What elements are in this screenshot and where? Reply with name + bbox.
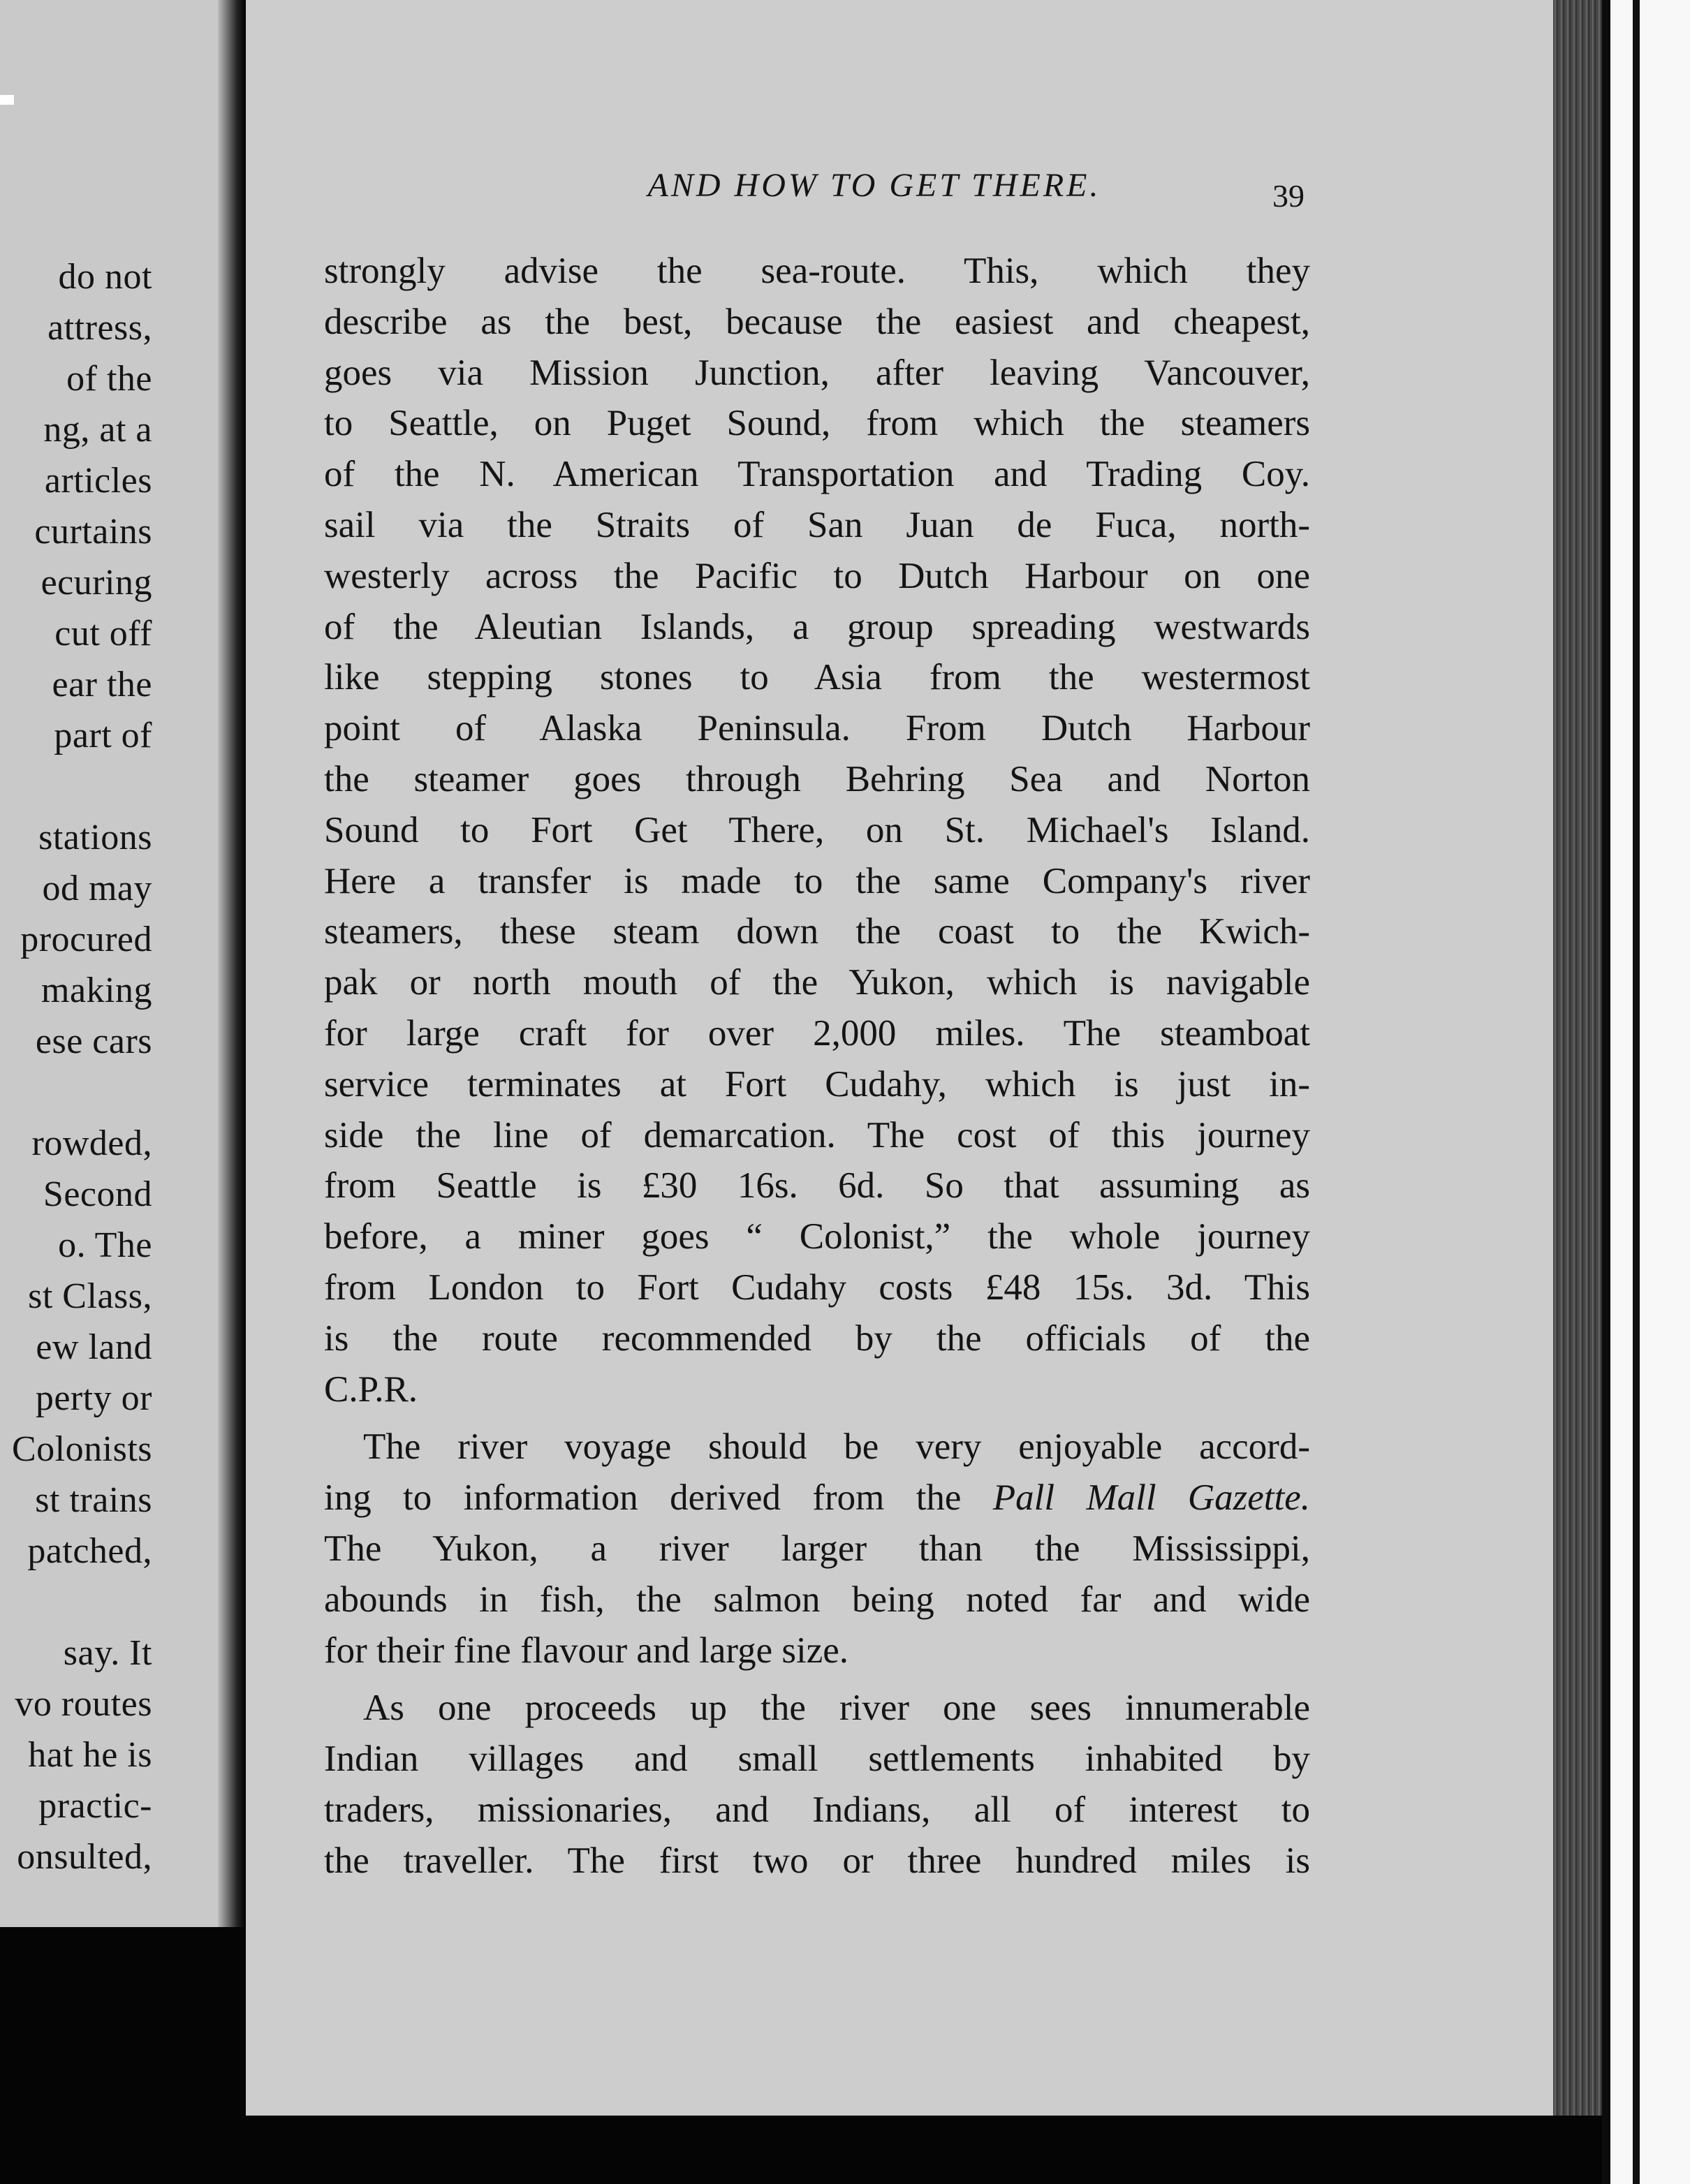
text-line: to Seattle, on Puget Sound, from which the steamers xyxy=(324,403,1310,444)
text-line: of the Aleutian Islands, a group spreading westwards xyxy=(324,606,1310,647)
background-strip xyxy=(1610,0,1690,2184)
text-line: Here a transfer is made to the same Company's river xyxy=(324,860,1310,901)
gutter-shadow xyxy=(218,0,246,1927)
text-line xyxy=(324,1473,1310,1523)
left-facing-page xyxy=(0,0,230,1927)
text-line: service terminates at Fort Cudahy, which is just in- xyxy=(324,1063,1310,1105)
left-page-line: patched, xyxy=(27,1531,152,1571)
text-line: before, a miner goes “ Colonist,” the whole journey xyxy=(324,1216,1310,1257)
left-page-line: do not xyxy=(58,257,152,297)
text-span: ing to information derived from the xyxy=(324,1477,962,1519)
left-page-line: vo routes xyxy=(15,1684,152,1724)
text-line: from London to Fort Cudahy costs £48 15s. 3d. This xyxy=(324,1267,1310,1308)
text-line: strongly advise the sea-route. This, which they xyxy=(324,251,1310,291)
paragraph-2-continued xyxy=(324,1523,1310,1676)
left-page-line: cut off xyxy=(54,614,152,654)
left-page-text xyxy=(0,251,152,1882)
text-line: for their fine flavour and large size. xyxy=(324,1630,849,1671)
text-line: As one proceeds up the river one sees innumerable xyxy=(363,1688,1310,1729)
text-line: like stepping stones to Asia from the westermost xyxy=(324,657,1310,698)
paragraph-2 xyxy=(324,1422,1310,1523)
left-page-line: say. It xyxy=(63,1633,152,1673)
binding-shadow xyxy=(1602,0,1610,2184)
text-line: goes via Mission Junction, after leaving Vancouver, xyxy=(324,352,1310,393)
text-line: point of Alaska Peninsula. From Dutch Harbour xyxy=(324,708,1310,749)
text-line: The Yukon, a river larger than the Mississippi, xyxy=(324,1528,1310,1569)
text-line: from Seattle is £30 16s. 6d. So that assuming as xyxy=(324,1165,1310,1207)
text-line: abounds in fish, the salmon being noted far and wide xyxy=(324,1579,1310,1620)
page-number: 39 xyxy=(1272,178,1305,214)
left-page-line: hat he is xyxy=(28,1735,152,1775)
text-line: westerly across the Pacific to Dutch Harbour on one xyxy=(324,555,1310,596)
left-page-line: ew land xyxy=(36,1327,152,1367)
left-page-line: o. The xyxy=(58,1225,152,1265)
text-line: of the N. American Transportation and Trading Coy. xyxy=(324,454,1310,495)
left-page-line: part of xyxy=(54,716,152,755)
left-page-line: attress, xyxy=(47,308,152,348)
left-page-line xyxy=(0,761,152,812)
left-page-line: practic- xyxy=(38,1786,152,1826)
left-page-line: curtains xyxy=(34,512,152,552)
left-page-line: ecuring xyxy=(41,563,152,603)
text-line: the steamer goes through Behring Sea and Norton xyxy=(324,758,1310,799)
paragraph-1 xyxy=(324,246,1310,1415)
text-line: The river voyage should be very enjoyable accord- xyxy=(363,1426,1310,1468)
text-line: describe as the best, because the easiest and cheapest, xyxy=(324,301,1310,342)
left-page-line: perty or xyxy=(35,1378,152,1418)
text-line: for large craft for over 2,000 miles. The steamboat xyxy=(324,1012,1310,1054)
paragraph-3 xyxy=(324,1683,1310,1886)
text-line: side the line of demarcation. The cost of this journey xyxy=(324,1114,1310,1156)
publication-title: Pall Mall Gazette. xyxy=(992,1477,1311,1519)
page-body xyxy=(324,246,1310,1887)
text-line: pak or north mouth of the Yukon, which is navigable xyxy=(324,962,1310,1003)
running-head: AND HOW TO GET THERE. xyxy=(647,167,1101,204)
text-line: the traveller. The first two or three hundred miles is xyxy=(324,1840,1310,1881)
page-mark xyxy=(0,95,14,105)
left-page-line: st trains xyxy=(35,1480,152,1520)
text-line: Sound to Fort Get There, on St. Michael's Island. xyxy=(324,809,1310,850)
left-page-line xyxy=(0,1067,152,1118)
left-page-line: stations xyxy=(38,818,152,857)
text-line: Indian villages and small settlements inhabited by xyxy=(324,1739,1310,1780)
left-page-line: ear the xyxy=(52,665,152,704)
left-page-line: procured xyxy=(20,920,152,959)
text-line: is the route recommended by the officials of the xyxy=(324,1318,1310,1359)
left-page-line: Second xyxy=(43,1174,152,1214)
left-page-line: st Class, xyxy=(28,1276,152,1316)
left-page-line: od may xyxy=(42,869,152,908)
left-page-line: ng, at a xyxy=(43,410,152,450)
left-page-line: of the xyxy=(66,359,152,399)
page-edge xyxy=(1553,0,1602,2116)
text-line: traders, missionaries, and Indians, all of interest to xyxy=(324,1789,1310,1830)
background-strip-border xyxy=(1633,0,1640,2184)
left-page-line: onsulted, xyxy=(17,1837,152,1877)
left-page-line: articles xyxy=(44,461,152,501)
left-page-line xyxy=(0,1577,152,1628)
left-page-line: rowded, xyxy=(31,1123,152,1163)
left-page-line: Colonists xyxy=(12,1429,152,1469)
book-page xyxy=(246,0,1553,2116)
left-page-line: making xyxy=(41,971,152,1010)
text-line: C.P.R. xyxy=(324,1368,418,1410)
text-line: sail via the Straits of San Juan de Fuca, north- xyxy=(324,504,1310,545)
left-page-line: ese cars xyxy=(35,1021,152,1061)
text-line: steamers, these steam down the coast to the Kwich- xyxy=(324,911,1310,952)
